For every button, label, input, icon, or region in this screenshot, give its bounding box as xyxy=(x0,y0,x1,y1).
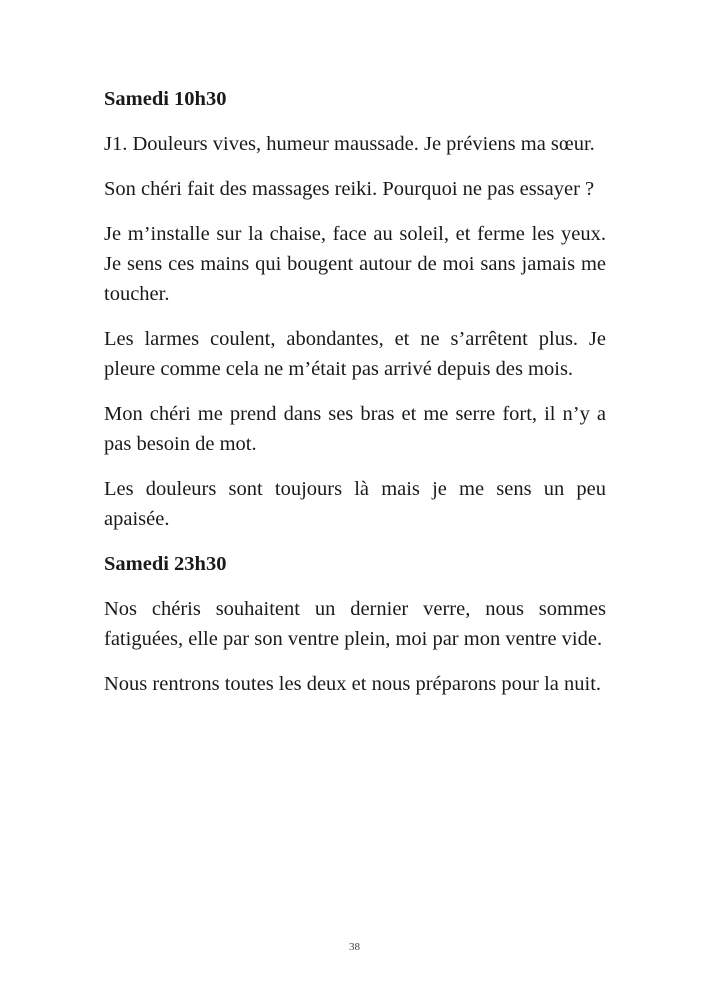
paragraph: Les larmes coulent, abondantes, et ne s’arrêtent plus. Je pleure comme cela ne m’était pas arrivé depuis des mois. xyxy=(104,328,606,380)
paragraph: J1. Douleurs vives, humeur maussade. Je préviens ma sœur. xyxy=(104,133,595,155)
paragraph: Mon chéri me prend dans ses bras et me serre fort, il n’y a pas besoin de mot. xyxy=(104,403,606,455)
paragraph: Nous rentrons toutes les deux et nous préparons pour la nuit. xyxy=(104,673,602,695)
paragraph: Je m’installe sur la chaise, face au soleil, et ferme les yeux. Je sens ces mains qui bougent autour de moi sans jamais me toucher. xyxy=(104,223,606,305)
paragraph: Les douleurs sont toujours là mais je me sens un peu apaisée. xyxy=(104,478,606,530)
paragraph: Nos chéris souhaitent un dernier verre, nous sommes fatiguées, elle par son ventre plein, moi par mon ventre vide. xyxy=(104,598,606,650)
paragraph: Son chéri fait des massages reiki. Pourquoi ne pas essayer ? xyxy=(104,178,595,200)
section-heading: Samedi 23h30 xyxy=(104,553,227,575)
section-heading: Samedi 10h30 xyxy=(104,88,227,110)
page-body xyxy=(104,84,606,714)
page-number: 38 xyxy=(349,941,360,953)
